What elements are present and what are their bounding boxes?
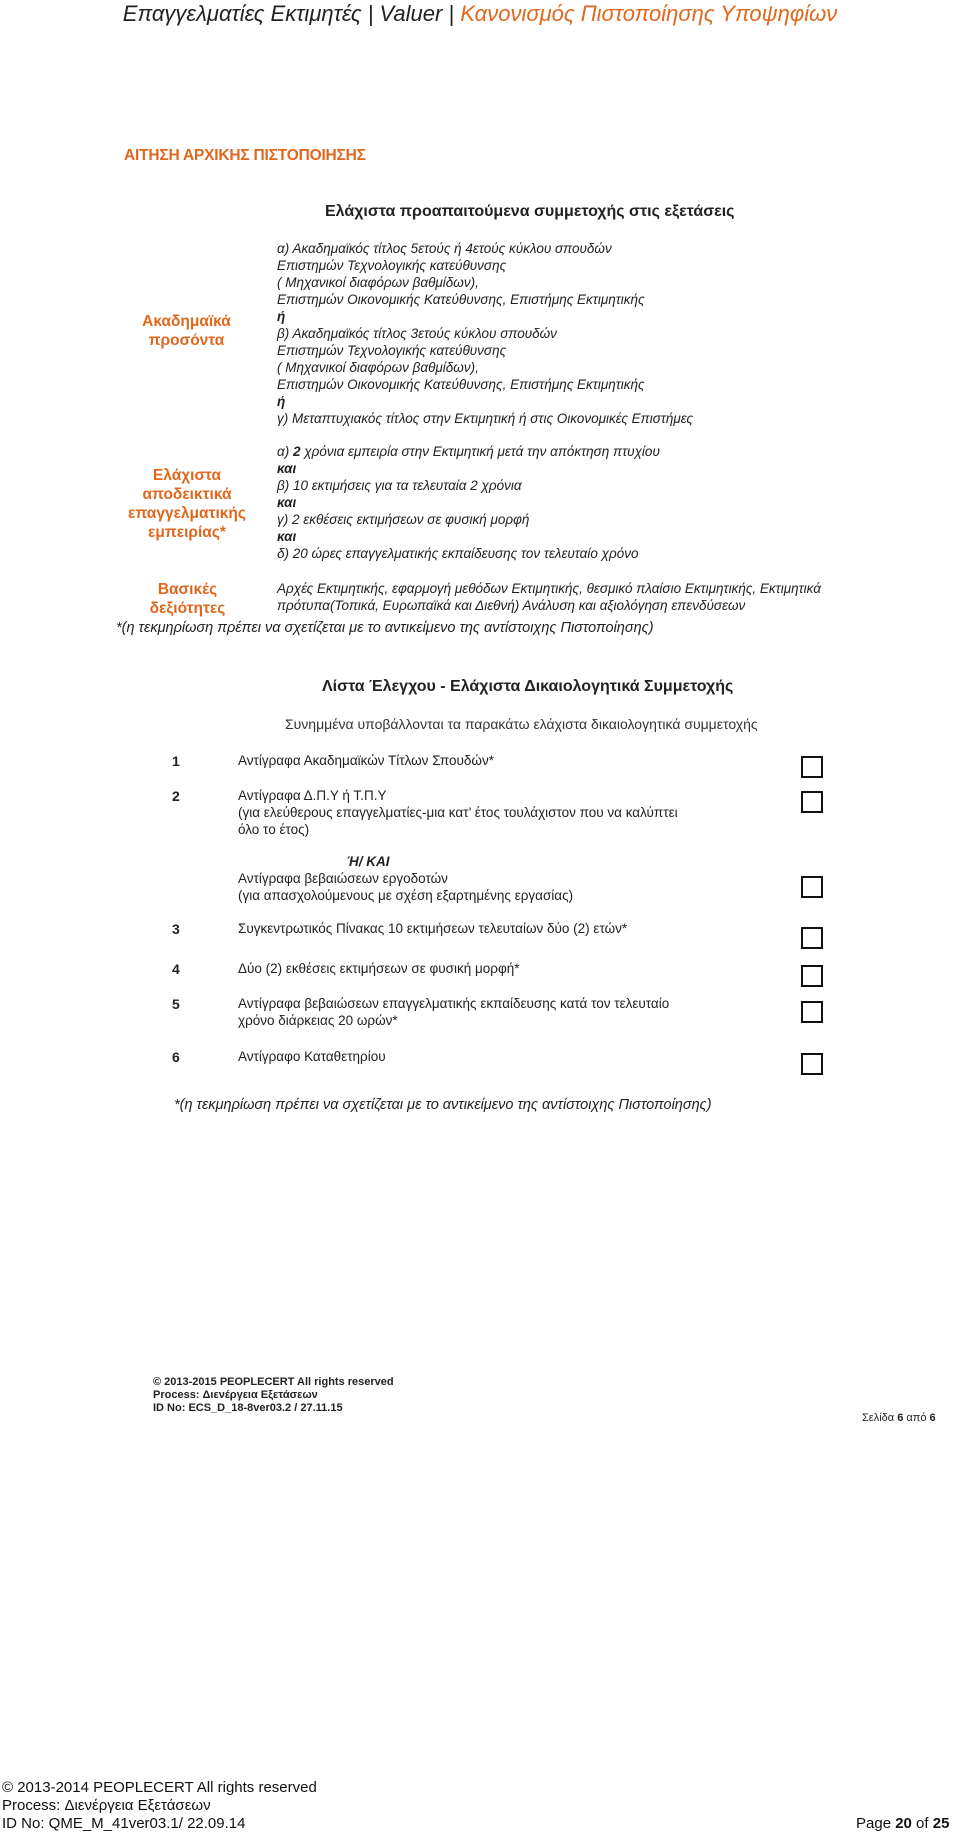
checklist-checkbox-3[interactable]	[801, 927, 823, 949]
skills-line: πρότυπα(Τοπικά, Ευρωπαϊκά και Διεθνή) Ανάλυση και αξιολόγηση επενδύσεων	[277, 598, 746, 613]
footer-page-current: 20	[895, 1815, 912, 1832]
page-header	[0, 1, 960, 27]
experience-a-text: χρόνια εμπειρία στην Εκτιμητική μετά την απόκτηση πτυχίου	[300, 444, 660, 459]
item-number: 2	[172, 788, 180, 804]
experience-years: 2	[292, 444, 301, 459]
checklist-item-6	[238, 1048, 386, 1065]
skills-label-line: δεξιότητες	[149, 600, 226, 617]
footer-copyright: © 2013-2014 PEOPLECERT All rights reserved	[2, 1779, 317, 1796]
experience-label-line: Ελάχιστα	[152, 467, 222, 484]
checklist-item-3	[238, 920, 627, 937]
skills-description	[277, 580, 821, 614]
checklist-item-2-alt	[238, 853, 573, 904]
inner-page-number	[862, 1412, 936, 1424]
inner-id: ID No: ECS_D_18-8ver03.2 / 27.11.15	[153, 1402, 343, 1414]
academic-line: γ) Μεταπτυχιακός τίτλος στην Εκτιμητική ή στις Οικονομικές Επιστήμες	[277, 411, 693, 426]
checklist-checkbox-5[interactable]	[801, 1001, 823, 1023]
or-label: Ή/ ΚΑΙ	[346, 854, 390, 869]
experience-item-b: β) 10 εκτιμήσεις για τα τελευταία 2 χρόνια	[277, 478, 522, 493]
experience-label-line: επαγγελματικής	[128, 505, 246, 522]
experience-label-line: αποδεικτικά	[142, 486, 232, 503]
checklist-checkbox-1[interactable]	[801, 756, 823, 778]
item-text: Αντίγραφα βεβαιώσεων εργοδοτών	[238, 871, 448, 886]
requirements-note: *(η τεκμηρίωση πρέπει να σχετίζεται με το αντικείμενο της αντίστοιχης Πιστοποίησης)	[116, 620, 654, 636]
item-number: 1	[172, 753, 180, 769]
skills-line: Αρχές Εκτιμητικής, εφαρμογή μεθόδων Εκτιμητικής, θεσμικό πλαίσιο Εκτιμητικής, Εκτιμητικά	[277, 581, 821, 596]
experience-a-prefix: α)	[277, 444, 293, 459]
academic-line: Επιστημών Τεχνολογικής κατεύθυνσης	[277, 343, 507, 358]
experience-label	[118, 466, 256, 542]
academic-line: ( Μηχανικοί διαφόρων βαθμίδων),	[277, 360, 479, 375]
checklist-checkbox-2[interactable]	[801, 791, 823, 813]
inner-page-total: 6	[929, 1412, 936, 1424]
item-text: (για απασχολούμενους με σχέση εξαρτημένης εργασίας)	[238, 888, 574, 903]
experience-and: και	[277, 495, 297, 510]
experience-item-a	[277, 443, 660, 460]
requirements-title: Ελάχιστα προαπαιτούμενα συμμετοχής στις εξετάσεις	[325, 203, 735, 220]
checklist-item-4	[238, 960, 519, 977]
item-number: 5	[172, 996, 180, 1012]
experience-item-d: δ) 20 ώρες επαγγελματικής εκπαίδευσης τον τελευταίο χρόνο	[277, 546, 639, 561]
footer-page-of: of	[911, 1815, 933, 1832]
footer-process: Process: Διενέργεια Εξετάσεων	[2, 1797, 211, 1814]
document-heading: ΑΙΤΗΣΗ ΑΡΧΙΚΗΣ ΠΙΣΤΟΠΟΙΗΣΗΣ	[124, 147, 366, 164]
item-text: χρόνο διάρκειας 20 ωρών*	[238, 1013, 398, 1028]
academic-label	[124, 312, 249, 350]
inner-page-current: 6	[897, 1412, 904, 1424]
footer-id: ID No: QME_M_41ver03.1/ 22.09.14	[2, 1815, 246, 1832]
experience-label-line: εμπειρίας*	[148, 524, 226, 541]
checklist-item-1	[238, 752, 494, 769]
header-subtitle: Κανονισμός Πιστοποίησης Υποψηφίων	[460, 1, 838, 26]
item-text: όλο το έτος)	[238, 822, 310, 837]
academic-or: ή	[277, 394, 286, 409]
academic-line: Επιστημών Οικονομικής Κατεύθυνσης, Επιστήμης Εκτιμητικής	[277, 292, 645, 307]
academic-line: α) Ακαδημαϊκός τίτλος 5ετούς ή 4ετούς κύκλου σπουδών	[277, 241, 612, 256]
header-title: Επαγγελματίες Εκτιμητές | Valuer |	[122, 1, 461, 26]
academic-line: Επιστημών Οικονομικής Κατεύθυνσης, Επιστήμης Εκτιμητικής	[277, 377, 645, 392]
footer-page-number	[856, 1815, 949, 1832]
academic-line: Επιστημών Τεχνολογικής κατεύθυνσης	[277, 258, 507, 273]
item-text: Δύο (2) εκθέσεις εκτιμήσεων σε φυσική μορφή*	[238, 961, 520, 976]
item-number: 6	[172, 1049, 180, 1065]
inner-page-of: από	[903, 1412, 930, 1424]
item-number: 3	[172, 921, 180, 937]
footer-page-total: 25	[932, 1815, 950, 1832]
academic-label-line: προσόντα	[148, 332, 225, 349]
academic-label-line: Ακαδημαϊκά	[142, 313, 231, 330]
skills-label-line: Βασικές	[157, 581, 218, 598]
checklist-note: *(η τεκμηρίωση πρέπει να σχετίζεται με το αντικείμενο της αντίστοιχης Πιστοποίησης)	[174, 1097, 712, 1113]
academic-requirements	[277, 240, 693, 427]
skills-label	[140, 580, 235, 618]
experience-and: και	[277, 461, 297, 476]
inner-process: Process: Διενέργεια Εξετάσεων	[153, 1389, 318, 1401]
checklist-checkbox-4[interactable]	[801, 965, 823, 987]
item-text: Αντίγραφα βεβαιώσεων επαγγελματικής εκπαίδευσης κατά τον τελευταίο	[238, 996, 670, 1011]
footer-page-prefix: Page	[856, 1815, 896, 1832]
inner-footer	[153, 1376, 394, 1415]
item-number: 4	[172, 961, 180, 977]
checklist-intro: Συνημμένα υποβάλλονται τα παρακάτω ελάχιστα δικαιολογητικά συμμετοχής	[285, 716, 758, 732]
item-text: Αντίγραφο Καταθετηρίου	[238, 1049, 386, 1064]
page-footer	[2, 1779, 317, 1833]
item-text: (για ελεύθερους επαγγελματίες-μια κατ’ έτος τουλάχιστον που να καλύπτει	[238, 805, 678, 820]
inner-copyright: © 2013-2015 PEOPLECERT All rights reserved	[153, 1376, 394, 1388]
item-text: Αντίγραφα Δ.Π.Υ ή Τ.Π.Υ	[238, 788, 387, 803]
item-text: Συγκεντρωτικός Πίνακας 10 εκτιμήσεων τελευταίων δύο (2) ετών*	[238, 921, 628, 936]
academic-line: ( Μηχανικοί διαφόρων βαθμίδων),	[277, 275, 479, 290]
item-text: Αντίγραφα Ακαδημαϊκών Τίτλων Σπουδών*	[238, 753, 494, 768]
inner-page-prefix: Σελίδα	[862, 1412, 898, 1424]
checklist-checkbox-6[interactable]	[801, 1053, 823, 1075]
checklist-item-2	[238, 787, 678, 838]
checklist-checkbox-2-alt[interactable]	[801, 876, 823, 898]
checklist-title: Λίστα Έλεγχου - Ελάχιστα Δικαιολογητικά Συμμετοχής	[322, 678, 734, 695]
checklist-item-5	[238, 995, 669, 1029]
experience-and: και	[277, 529, 297, 544]
experience-requirements	[277, 443, 660, 562]
experience-item-c: γ) 2 εκθέσεις εκτιμήσεων σε φυσική μορφή	[277, 512, 530, 527]
academic-or: ή	[277, 309, 286, 324]
academic-line: β) Ακαδημαϊκός τίτλος 3ετούς κύκλου σπουδών	[277, 326, 557, 341]
